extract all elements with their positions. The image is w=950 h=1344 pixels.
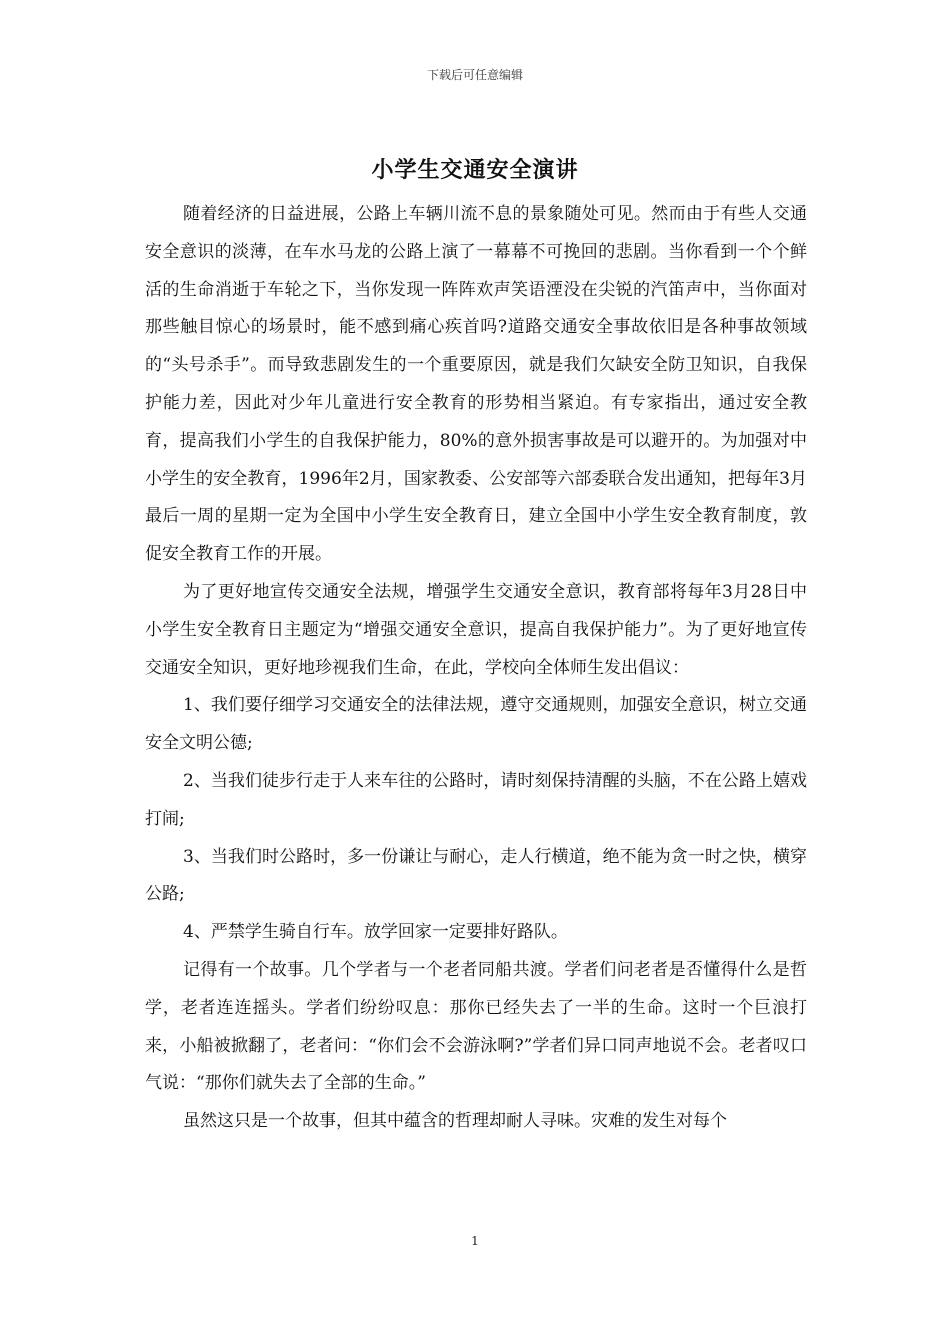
proposal-item-3: 3、当我们时公路时，多一份谦让与耐心，走人行横道，绝不能为贪一时之快，横穿公路; — [145, 846, 807, 905]
document-title: 小学生交通安全演讲 — [371, 158, 579, 183]
header-note: 下载后可任意编辑 — [426, 68, 523, 82]
paragraph-intro: 随着经济的日益进展，公路上车辆川流不息的景象随处可见。然而由于有些人交通安全意识的淡薄，在车水马龙的公路上演了一幕幕不可挽回的悲剧。当你看到一个个鲜活的生命消逝于车轮之下，当你发现一阵阵欢声笑语湮没在尖锐的汽笛声中，当你面对那些触目惊心的场景时，能不感到痛心疾首吗?道路交通安全事故依旧是各种事故领域的“头号杀手”。而导致悲剧发生的一个重要原因，就是我们欠缺安全防卫知识，自我保护能力差，因此对少年儿童进行安全教育的形势相当紧迫。有专家指出，通过安全教育，提高我们小学生的自我保护能力，80%的意外损害事故是可以避开的。为加强对中小学生的安全教育，1996年2月，国家教委、公安部等六部委联合发出通知，把每年3月最后一周的星期一定为全国中小学生安全教育日，建立全国中小学生安全教育制度，敦促安全教育工作的开展。 — [145, 204, 807, 565]
paragraph-story: 记得有一个故事。几个学者与一个老者同船共渡。学者们问老者是否懂得什么是哲学，老者连连摇头。学者们纷纷叹息：那你已经失去了一半的生命。这时一个巨浪打来，小船被掀翻了，老者问：“你们会不会游泳啊?”学者们异口同声地说不会。老者叹口气说：“那你们就失去了全部的生命。” — [145, 959, 807, 1094]
proposal-item-2: 2、当我们徒步行走于人来车往的公路时，请时刻保持清醒的头脑，不在公路上嬉戏打闹; — [145, 770, 807, 829]
proposal-item-4: 4、严禁学生骑自行车。放学回家一定要排好路队。 — [183, 922, 568, 943]
document-body — [145, 196, 807, 1141]
page-number: 1 — [471, 1234, 479, 1248]
paragraph-reflection: 虽然这只是一个故事，但其中蕴含的哲理却耐人寻味。灾难的发生对每个 — [183, 1111, 727, 1132]
proposal-item-1: 1、我们要仔细学习交通安全的法律法规，遵守交通规则，加强安全意识，树立交通安全文明公德; — [145, 695, 807, 754]
paragraph-proposal: 为了更好地宣传交通安全法规，增强学生交通安全意识，教育部将每年3月28日中小学生安全教育日主题定为“增强交通安全意识，提高自我保护能力”。为了更好地宣传交通安全知识，更好地珍视我们生命，在此，学校向全体师生发出倡议： — [145, 581, 807, 678]
